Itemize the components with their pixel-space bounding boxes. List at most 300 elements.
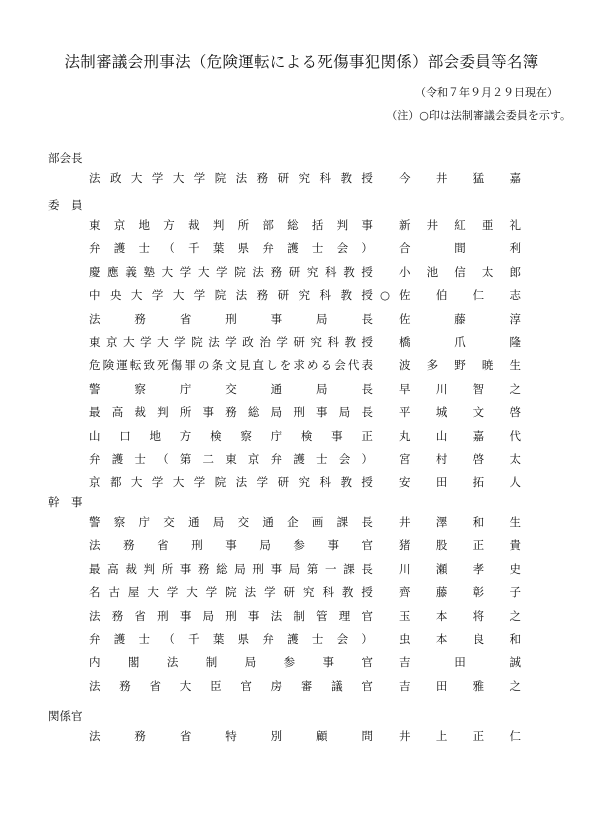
name-char: 貴 — [509, 538, 521, 553]
position-char: 交 — [237, 515, 250, 529]
position-char: 学 — [193, 288, 206, 303]
position-char: 務 — [225, 405, 237, 420]
position-char: 應 — [107, 264, 119, 279]
name-char: 和 — [509, 632, 521, 646]
position-char: 運 — [116, 358, 128, 373]
name-char: 嘉 — [509, 171, 521, 185]
name-char: 文 — [472, 405, 485, 420]
name-char: 今 — [399, 171, 411, 185]
name-char: 丸 — [399, 428, 411, 443]
position-char: 刑 — [225, 311, 237, 326]
position-char: 大 — [123, 335, 135, 349]
position-char: 法 — [235, 475, 248, 490]
name-char: 和 — [472, 515, 485, 529]
member-position — [89, 309, 373, 329]
member-position — [89, 512, 373, 532]
position-char: 直 — [252, 358, 264, 373]
name-char: 多 — [426, 358, 439, 373]
position-char: 務 — [270, 264, 283, 279]
member-row — [0, 238, 603, 258]
member-name — [399, 285, 521, 305]
name-char: 宮 — [399, 452, 411, 466]
section-label: 委 員 — [48, 198, 83, 212]
member-position — [89, 629, 373, 649]
name-char: 智 — [472, 381, 485, 396]
member-name — [399, 379, 521, 399]
name-char: 吉 — [399, 655, 411, 670]
position-char: 大 — [147, 585, 159, 600]
position-char: 科 — [319, 475, 331, 490]
position-char: 士 — [138, 241, 151, 256]
name-char: 信 — [454, 264, 466, 279]
name-char: 伯 — [435, 288, 448, 303]
position-char: 文 — [225, 358, 237, 373]
position-char: 検 — [300, 428, 313, 443]
name-char: 彰 — [472, 585, 485, 600]
position-char: 局 — [202, 608, 215, 623]
position-char: 括 — [311, 218, 324, 232]
position-char: 局 — [234, 561, 246, 576]
member-position — [89, 652, 373, 672]
position-char: 治 — [259, 335, 271, 349]
member-row — [0, 606, 603, 626]
position-char: 教 — [340, 171, 352, 185]
position-char: 裁 — [134, 405, 146, 420]
position-char: 内 — [89, 655, 101, 670]
position-char: 事 — [270, 561, 283, 576]
name-char: 池 — [426, 264, 439, 279]
position-char: 会 — [334, 358, 346, 373]
position-char: 察 — [134, 381, 146, 396]
position-char: 法 — [166, 655, 179, 670]
position-char: 省 — [179, 311, 192, 326]
member-row — [0, 449, 603, 469]
position-char: 教 — [343, 264, 355, 279]
position-char: 京 — [89, 475, 101, 490]
position-char: 科 — [325, 264, 337, 279]
member-row — [0, 472, 603, 492]
position-char: 別 — [270, 729, 283, 743]
position-char: 護 — [111, 452, 124, 466]
position-char: 学 — [205, 585, 218, 600]
member-position — [89, 606, 373, 626]
position-char: 求 — [293, 358, 305, 373]
position-char: 検 — [210, 428, 222, 443]
position-char: 管 — [316, 608, 328, 623]
position-char: 授 — [361, 475, 373, 490]
position-char: 政 — [109, 171, 122, 185]
position-char: 古 — [108, 585, 120, 600]
member-name — [399, 472, 521, 492]
position-char: 通 — [188, 515, 200, 529]
position-char: 制 — [293, 608, 305, 623]
name-char: 隆 — [509, 335, 521, 349]
position-char: 大 — [179, 678, 192, 693]
position-char: 院 — [214, 171, 227, 185]
name-char: 田 — [454, 655, 466, 670]
position-char: 罪 — [184, 358, 196, 373]
position-char: 局 — [244, 655, 257, 670]
position-char: 学 — [256, 475, 269, 490]
position-char: 護 — [113, 241, 126, 256]
position-char: 名 — [89, 585, 101, 600]
position-char: 大 — [186, 585, 198, 600]
member-name — [399, 676, 521, 696]
position-char: 法 — [244, 585, 257, 600]
position-char: 研 — [288, 264, 301, 279]
position-char: ） — [361, 632, 373, 646]
position-char: 院 — [214, 475, 227, 490]
position-char: 士 — [311, 632, 324, 646]
name-char: 波 — [399, 358, 411, 373]
member-name — [399, 426, 521, 446]
position-char: 課 — [336, 515, 349, 529]
position-char: 千 — [188, 241, 200, 256]
position-char: 京 — [247, 452, 260, 466]
position-char: 屋 — [127, 585, 140, 600]
position-char: 教 — [344, 335, 356, 349]
name-char: 孝 — [472, 561, 485, 576]
name-char: 藤 — [454, 311, 466, 326]
position-char: 閣 — [127, 655, 140, 670]
name-char: 爪 — [454, 335, 466, 349]
position-char: 務 — [197, 561, 210, 576]
position-char: 会 — [338, 452, 351, 466]
position-char: 県 — [237, 632, 250, 646]
position-char: 険 — [102, 358, 115, 373]
position-char: 局 — [288, 561, 301, 576]
member-row — [0, 402, 603, 422]
position-char: 大 — [130, 171, 143, 185]
member-position — [89, 676, 373, 696]
position-char: 究 — [298, 288, 311, 303]
position-char: 長 — [361, 561, 373, 576]
position-char: 務 — [256, 288, 269, 303]
position-char: 二 — [202, 452, 215, 466]
name-char: 郎 — [509, 264, 521, 279]
name-char: 田 — [435, 678, 448, 693]
position-char: 院 — [191, 335, 203, 349]
position-char: 弁 — [89, 632, 101, 646]
position-char: 局 — [316, 311, 328, 326]
name-char: 平 — [399, 405, 411, 420]
position-char: 裁 — [125, 561, 137, 576]
member-position — [89, 449, 373, 469]
position-char: 学 — [216, 264, 228, 279]
position-char: 慶 — [89, 264, 101, 279]
position-char: 事 — [202, 405, 215, 420]
name-char: 生 — [509, 358, 521, 373]
member-name — [399, 309, 521, 329]
name-char: 橋 — [399, 335, 411, 349]
name-char: 吉 — [399, 678, 411, 693]
position-char: 東 — [89, 218, 101, 232]
member-name — [399, 512, 521, 532]
position-char: 官 — [361, 538, 373, 553]
position-char: 地 — [138, 218, 151, 232]
member-row — [0, 535, 603, 555]
position-char: 授 — [361, 264, 373, 279]
position-char: 庁 — [270, 428, 283, 443]
footnote-legend: （注）○印は法制審議会委員を示す。 — [386, 109, 571, 122]
position-char: 会 — [336, 632, 349, 646]
position-char: 部 — [262, 218, 274, 232]
member-row — [0, 582, 603, 602]
position-char: 条 — [211, 358, 224, 373]
position-char: 法 — [252, 264, 264, 279]
member-position — [89, 402, 373, 422]
position-char: 特 — [225, 729, 237, 743]
name-char: 正 — [472, 729, 485, 743]
name-char: 利 — [509, 241, 521, 256]
name-char: 礼 — [509, 218, 521, 232]
position-char: 最 — [89, 405, 101, 420]
position-char: 顧 — [316, 729, 328, 743]
name-char: 藤 — [435, 585, 448, 600]
member-row — [0, 168, 603, 188]
member-name — [399, 559, 521, 579]
position-char: 所 — [237, 218, 250, 232]
member-position — [89, 535, 373, 555]
name-char: 澤 — [435, 515, 448, 529]
position-char: 授 — [361, 335, 373, 349]
position-char: 見 — [238, 358, 251, 373]
position-char: 致 — [143, 358, 155, 373]
position-char: 弁 — [89, 452, 101, 466]
position-char: 葉 — [212, 632, 225, 646]
member-position — [89, 215, 373, 235]
position-char: 義 — [125, 264, 137, 279]
position-char: （ — [163, 241, 175, 256]
name-char: 将 — [472, 608, 485, 623]
position-char: 刑 — [191, 538, 203, 553]
member-row — [0, 426, 603, 446]
position-char: め — [307, 358, 319, 373]
member-name — [399, 215, 521, 235]
position-char: 護 — [113, 632, 126, 646]
position-char: 法 — [235, 288, 248, 303]
position-char: 法 — [89, 311, 101, 326]
position-char: 課 — [343, 561, 355, 576]
member-row — [0, 629, 603, 649]
position-char: 大 — [130, 475, 143, 490]
name-char: 生 — [509, 515, 521, 529]
position-char: 護 — [287, 241, 299, 256]
name-char: 佐 — [399, 288, 411, 303]
position-char: 学 — [193, 171, 206, 185]
position-char: を — [279, 358, 292, 373]
position-char: 傷 — [170, 358, 183, 373]
position-char: 第 — [306, 561, 319, 576]
position-char: 学 — [276, 335, 288, 349]
position-char: 護 — [293, 452, 305, 466]
position-char: の — [198, 358, 210, 373]
position-char: 学 — [174, 335, 186, 349]
position-char: 学 — [264, 585, 276, 600]
position-char: 授 — [361, 288, 373, 303]
name-char: 本 — [435, 632, 448, 646]
name-char: 之 — [509, 678, 521, 693]
name-char: 川 — [435, 381, 448, 396]
name-char: 暁 — [481, 358, 494, 373]
position-char: 千 — [188, 632, 200, 646]
member-position — [89, 379, 373, 399]
position-char: 事 — [322, 655, 335, 670]
position-char: 学 — [179, 264, 192, 279]
member-row — [0, 379, 603, 399]
as-of-date: （令和７年９月２９日現在） — [415, 86, 558, 99]
position-char: 裁 — [188, 218, 200, 232]
position-char: 交 — [163, 515, 175, 529]
position-char: 県 — [237, 241, 250, 256]
name-char: 合 — [399, 241, 411, 256]
position-char: 都 — [109, 475, 122, 490]
member-name — [399, 582, 521, 602]
position-char: 法 — [89, 608, 101, 623]
member-row — [0, 676, 603, 696]
position-char: 刑 — [157, 608, 169, 623]
member-name — [399, 535, 521, 555]
position-char: 弁 — [89, 241, 101, 256]
name-char: 齊 — [399, 585, 411, 600]
member-row — [0, 652, 603, 672]
position-char: 究 — [298, 475, 311, 490]
name-char: 太 — [481, 264, 494, 279]
position-char: 高 — [111, 405, 124, 420]
position-char: 務 — [111, 608, 124, 623]
name-char: 人 — [509, 475, 521, 490]
position-char: 究 — [298, 171, 311, 185]
position-char: 警 — [89, 381, 101, 396]
position-char: 科 — [327, 335, 339, 349]
member-name — [399, 606, 521, 626]
member-position — [89, 355, 373, 375]
position-char: 大 — [172, 171, 185, 185]
position-char: 教 — [340, 475, 352, 490]
position-char: 央 — [109, 288, 122, 303]
position-char: 正 — [361, 428, 373, 443]
position-char: 院 — [225, 585, 237, 600]
position-char: 塾 — [143, 264, 155, 279]
position-char: 法 — [89, 538, 101, 553]
position-char: 省 — [179, 729, 192, 743]
name-char: 井 — [399, 515, 411, 529]
position-char: 事 — [247, 608, 260, 623]
member-name — [399, 449, 521, 469]
position-char: 庁 — [179, 381, 192, 396]
name-char: 早 — [399, 381, 411, 396]
position-char: 事 — [179, 608, 192, 623]
position-char: 長 — [361, 405, 373, 420]
position-char: 京 — [106, 335, 118, 349]
position-char: 第 — [179, 452, 192, 466]
position-char: 理 — [338, 608, 351, 623]
position-char: 護 — [287, 632, 299, 646]
position-char: 臣 — [210, 678, 222, 693]
name-char: 史 — [509, 561, 521, 576]
position-char: 葉 — [212, 241, 225, 256]
name-char: 瀬 — [435, 561, 448, 576]
position-char: 刑 — [225, 608, 237, 623]
name-char: 啓 — [472, 452, 485, 466]
name-char: 亜 — [481, 218, 494, 232]
name-char: 安 — [399, 475, 411, 490]
position-char: 事 — [225, 538, 237, 553]
position-char: 庁 — [138, 515, 151, 529]
name-char: 拓 — [472, 475, 485, 490]
position-char: 事 — [361, 218, 373, 232]
member-row — [0, 309, 603, 329]
position-char: 教 — [341, 585, 354, 600]
position-char: 長 — [361, 381, 373, 396]
position-char: 官 — [361, 678, 373, 693]
member-row — [0, 215, 603, 235]
position-char: 大 — [172, 288, 185, 303]
position-char: 務 — [123, 538, 135, 553]
position-char: 法 — [89, 171, 101, 185]
name-char: 猛 — [472, 171, 485, 185]
name-char: 之 — [509, 608, 521, 623]
position-char: 授 — [361, 171, 373, 185]
name-char: 誠 — [509, 655, 521, 670]
member-row — [0, 559, 603, 579]
section-label: 関係官 — [48, 709, 83, 723]
position-char: 東 — [89, 335, 101, 349]
position-char: 士 — [311, 241, 324, 256]
position-char: 事 — [327, 538, 339, 553]
position-char: 省 — [157, 538, 169, 553]
name-char: 新 — [399, 218, 411, 232]
name-char: 城 — [435, 405, 448, 420]
position-char: 会 — [336, 241, 349, 256]
position-char: 究 — [302, 585, 315, 600]
name-char: 淳 — [509, 311, 521, 326]
position-char: 研 — [277, 171, 290, 185]
position-char: 所 — [179, 405, 192, 420]
member-name — [399, 402, 521, 422]
position-char: 総 — [216, 561, 228, 576]
position-char: 大 — [172, 475, 185, 490]
position-char: 地 — [149, 428, 162, 443]
member-position — [89, 726, 373, 746]
position-char: 務 — [256, 171, 269, 185]
name-char: 志 — [509, 288, 521, 303]
position-char: 官 — [240, 678, 252, 693]
position-char: 刑 — [293, 405, 305, 420]
member-name — [399, 332, 521, 352]
name-char: 村 — [435, 452, 448, 466]
name-char: 井 — [435, 171, 448, 185]
member-position — [89, 582, 373, 602]
position-char: 科 — [319, 288, 331, 303]
position-char: 判 — [336, 218, 349, 232]
member-row — [0, 355, 603, 375]
position-char: 問 — [361, 729, 373, 743]
section-label: 部会長 — [48, 151, 83, 165]
member-name — [399, 262, 521, 282]
position-char: 務 — [134, 729, 146, 743]
position-char: 画 — [311, 515, 324, 529]
position-char: ） — [361, 452, 373, 466]
name-char: 田 — [435, 475, 448, 490]
position-char: 転 — [129, 358, 142, 373]
position-char: 士 — [316, 452, 328, 466]
member-name — [399, 629, 521, 649]
position-char: 研 — [277, 475, 290, 490]
position-char: 死 — [157, 358, 169, 373]
position-char: 判 — [212, 218, 225, 232]
position-char: る — [320, 358, 333, 373]
